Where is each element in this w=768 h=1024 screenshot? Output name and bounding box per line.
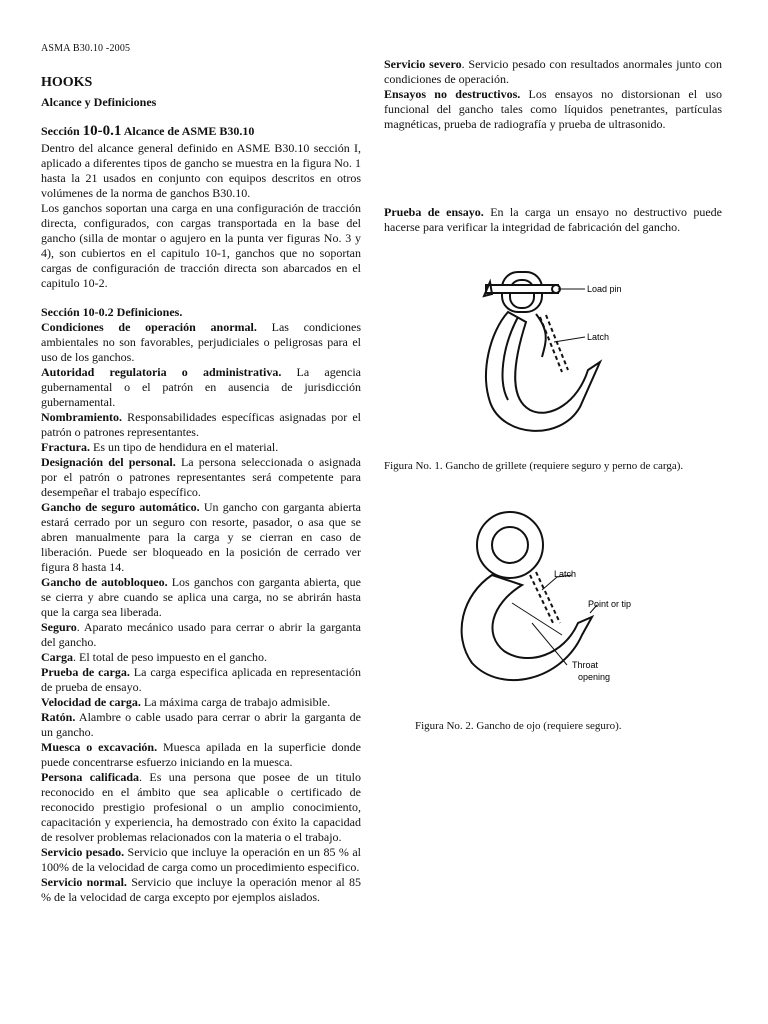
definitions-list-right [384, 57, 722, 132]
section-number: 10-0.1 [82, 123, 122, 139]
definition-item [41, 455, 361, 500]
definition-text: Alambre o cable usado para cerrar o abrir la garganta de un gancho. [41, 710, 361, 739]
figure-1-caption: Figura No. 1. Gancho de grillete (requiere seguro y perno de carga). [384, 460, 684, 472]
section-heading: Alcance de ASME B30.10 [121, 124, 255, 138]
figure-1-shackle-hook [450, 262, 650, 452]
definition-text: . Es una persona que posee de un titulo reconocido en el ámbito que sea aplicable o certificado de reconocido prestigio profesional o un amplio conocimiento, capacitación y experiencia, ha demostrado con éxito la capacidad de resolver problemas relacionados con la materia o el trabajo. [41, 770, 361, 844]
document-title: HOOKS [41, 75, 93, 90]
definition-text: Un gancho con garganta abierta estará cerrado por un seguro con resorte, pasador, o asa que se abren manualmente para la carga y se cierran en caso de liberación. Puede ser bloqueado en la posición de cerrado ver figura 8 hasta 14. [41, 500, 361, 574]
definition-term: Servicio pesado. [41, 845, 125, 859]
definition-item [384, 57, 722, 87]
definition-text: La agencia gubernamental o el patrón en ausencia de jurisdicción gubernamental. [41, 365, 362, 409]
definition-text: La máxima carga de trabajo admisible. [140, 695, 331, 709]
definition-term: Condiciones de operación anormal. [41, 320, 257, 334]
definition-term: Servicio severo [384, 57, 462, 71]
definition-item [41, 665, 361, 695]
definition-text: . Aparato mecánico usado para cerrar o abrir la garganta del gancho. [41, 620, 361, 649]
label-throat: Throat [572, 660, 599, 670]
definition-text: La carga especifica aplicada en representación de prueba de ensayo. [41, 665, 361, 694]
definition-term: Persona calificada [41, 770, 140, 784]
definition-term: Gancho de seguro automático. [41, 500, 200, 514]
definition-text: Los ensayos no distorsionan el uso funcional del gancho tales como líquidos penetrantes, partículas magnéticas, prueba de radiografía y prueba de ultrasonido. [384, 87, 722, 131]
latch [540, 317, 562, 372]
document-subtitle: Alcance y Definiciones [41, 95, 157, 109]
definition-item [41, 695, 361, 710]
definition-item [41, 650, 361, 665]
definition-item [41, 770, 361, 845]
definition-text: Las condiciones ambientales no son favorables, perjudiciales o peligrosas para el uso de los ganchos. [41, 320, 361, 364]
definition-term: Muesca o excavación. [41, 740, 158, 754]
definition-text: Servicio que incluye la operación menor al 85 % de la velocidad de carga excepto por ejemplos aislados. [41, 875, 361, 904]
definition-term: Prueba de ensayo. [384, 205, 484, 219]
eye-hole [492, 527, 528, 563]
label-opening: opening [578, 672, 611, 682]
definition-term: Servicio normal. [41, 875, 127, 889]
definition-item [41, 740, 361, 770]
definition-item [41, 620, 361, 650]
load-pin [486, 285, 558, 293]
section-10-0-1-title [41, 123, 254, 140]
definition-item [384, 87, 722, 132]
section-10-0-1-paragraph-1: Dentro del alcance general definido en ASME B30.10 sección I, aplicado a diferentes tipos de gancho se muestra en la figura No. 1 hasta la 21 usados en conjunto con equipos descritos en otros volúmenes de la norma de ganchos B30.10. [41, 141, 361, 200]
figure-2-caption: Figura No. 2. Gancho de ojo (requiere seguro). [415, 720, 622, 732]
definition-term: Ensayos no destructivos. [384, 87, 521, 101]
definition-item [41, 575, 361, 620]
definition-term: Gancho de autobloqueo. [41, 575, 168, 589]
definition-term: Velocidad de carga. [41, 695, 141, 709]
figure-2-eye-hook [432, 505, 662, 695]
definition-term: Ratón. [41, 710, 76, 724]
definition-item [41, 845, 361, 875]
definition-term: Designación del personal. [41, 455, 176, 469]
definition-text: . El total de peso impuesto en el gancho. [73, 650, 267, 664]
definition-term: Fractura. [41, 440, 90, 454]
definition-item [41, 440, 361, 455]
definition-text: . Servicio pesado con resultados anormales junto con condiciones de operación. [384, 57, 722, 86]
definition-text: En la carga un ensayo no destructivo puede hacerse para verificar la integridad de fabricación del gancho. [384, 205, 723, 234]
definition-term: Carga [41, 650, 73, 664]
label-latch: Latch [587, 332, 610, 342]
definition-term: Prueba de carga. [41, 665, 130, 679]
label-latch: Latch [554, 569, 577, 579]
definition-item [41, 500, 361, 575]
definition-text: Es un tipo de hendidura en el material. [89, 440, 279, 454]
definition-term: Seguro [41, 620, 77, 634]
definition-text: Muesca apilada en la superficie donde puede concentrarse esfuerzo iniciando en la muesca. [41, 740, 361, 769]
section-10-0-2-title: Sección 10-0.2 Definiciones. [41, 305, 183, 319]
definition-item [41, 875, 361, 905]
label-point-or-tip: Point or tip [588, 599, 632, 609]
definitions-list-left [41, 320, 361, 905]
definition-item [41, 365, 361, 410]
definition-item [41, 710, 361, 740]
section-prefix: Sección [41, 124, 83, 138]
definition-item [41, 320, 361, 365]
definition-item [41, 410, 361, 440]
proof-test-definition [384, 205, 722, 235]
definition-term: Nombramiento. [41, 410, 122, 424]
definition-text: Servicio que incluye la operación en un 85 % al 100% de la velocidad de carga como un procedimiento especifico. [41, 845, 362, 874]
label-load-pin: Load pin [587, 284, 622, 294]
definition-text: Los ganchos con garganta abierta, que se cierra y abre cuando se aplica una carga, no se abrirán hasta que la carga sea liberada. [41, 575, 361, 619]
section-10-0-1-paragraph-2: Los ganchos soportan una carga en una configuración de tracción directa, configurados, con cargas transportada en la base del gancho (silla de montar o agujero en la punta ver figuras No. 3 y 4), son cubiertos en el capitulo 10-1, ganchos que no soportan cargas de configuración de tracción directa son abarcados en el capitulo 10-2. [41, 201, 361, 290]
definition-term: Autoridad regulatoria o administrativa. [41, 365, 282, 379]
definition-text: Responsabilidades específicas asignadas por el patrón o patrones representantes. [41, 410, 361, 439]
definition-text: La persona seleccionada o asignada por el patrón o patrones representantes será competente para desempeñar el trabajo específico. [41, 455, 361, 499]
page-header: ASMA B30.10 -2005 [41, 43, 131, 54]
